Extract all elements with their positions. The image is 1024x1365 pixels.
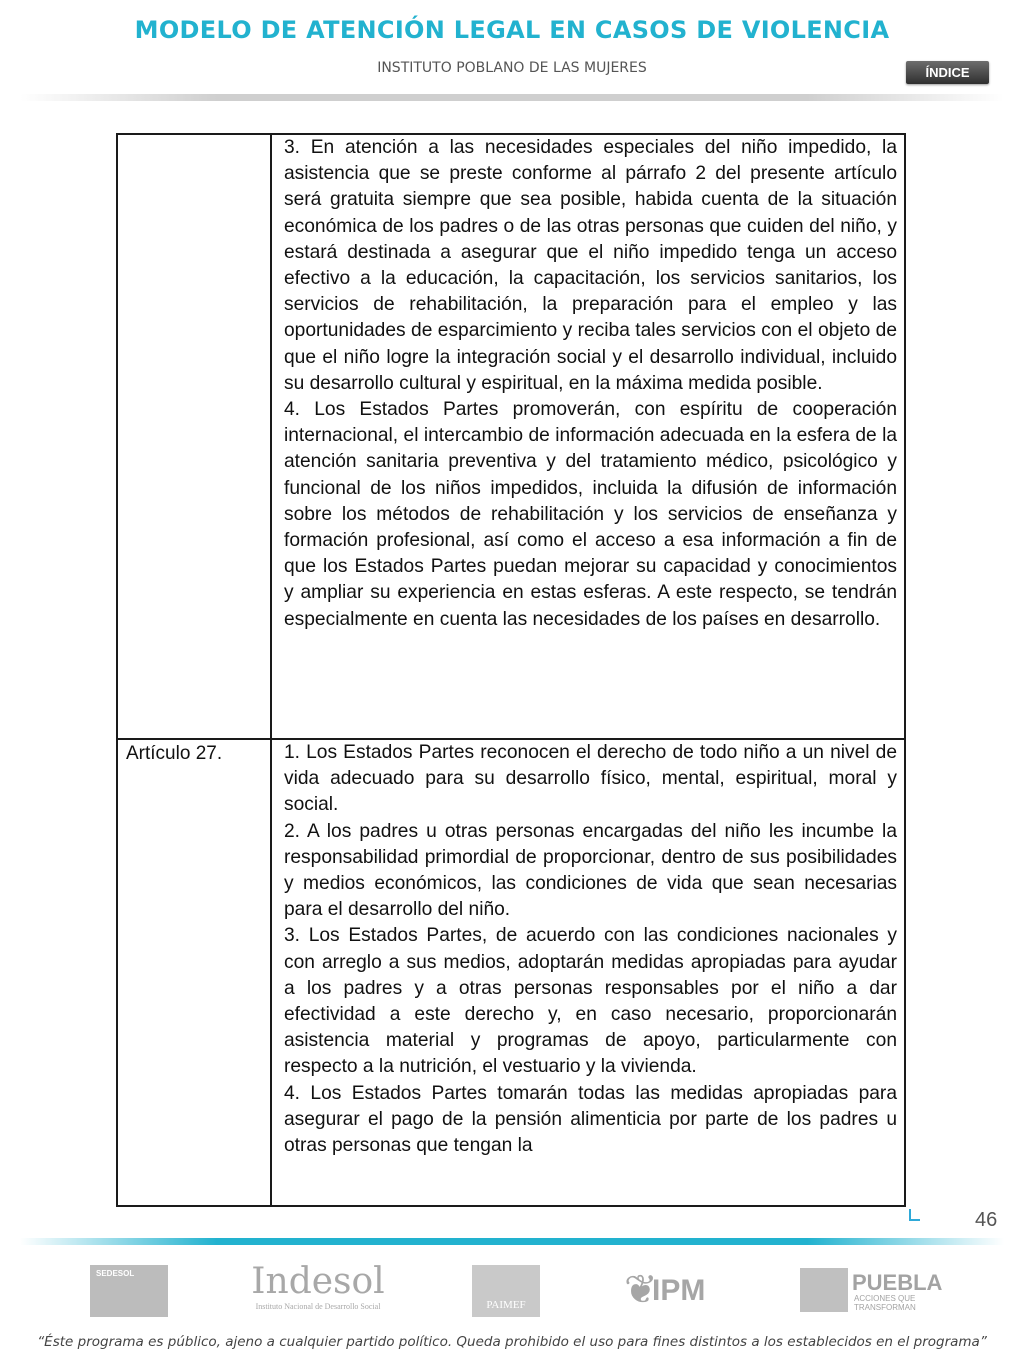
puebla-tagline: ACCIONES QUE TRANSFORMAN [854, 1294, 916, 1312]
institute-subtitle: INSTITUTO POBLANO DE LAS MUJERES [377, 60, 647, 76]
article-paragraph: 3. En atención a las necesidades especiales del niño impedido, la asistencia que se preste conforme al párrafo 2 del presente artículo será gratuita siempre que sea posible, habida cuenta de la situación económica de los padres o de las otras personas que cuiden del niño, y estará destinada a asegurar que el niño impedido tenga un acceso efectivo a la educación, la capacitación, los servicios sanitarios, los servicios de rehabilitación, la preparación para el empleo y las oportunidades de esparcimiento y reciba tales servicios con el objeto de que el niño logre la integración social y el desarrollo individual, incluido su desarrollo cultural y espiritual, en la máxima medida posible. [284, 137, 897, 394]
table-row [117, 739, 905, 1206]
sedesol-logo [90, 1265, 168, 1317]
paimef-logo [472, 1265, 540, 1317]
puebla-emblem-icon [800, 1268, 848, 1312]
sedesol-logo-text: SEDESOL [96, 1269, 135, 1278]
article-label: Artículo 27. [126, 743, 223, 764]
article-paragraph: 1. Los Estados Partes reconocen el derecho de todo niño a un nivel de vida adecuado para su desarrollo físico, mental, espiritual, moral y social. [284, 742, 897, 816]
document-title: MODELO DE ATENCIÓN LEGAL EN CASOS DE VIOLENCIA [134, 16, 890, 44]
indesol-logo-subtext: Instituto Nacional de Desarrollo Social [255, 1302, 381, 1311]
footer-disclaimer: “Éste programa es público, ajeno a cualquier partido político. Queda prohibido el uso para fines distintos a los establecidos en el programa” [37, 1334, 987, 1350]
corner-mark-icon [909, 1209, 920, 1221]
ipm-logo-text: IPM [652, 1274, 706, 1307]
article-paragraph: 2. A los padres u otras personas encargadas del niño les incumbe la responsabilidad primordial de proporcionar, dentro de sus posibilidades y medios económicos, las condiciones de vida que sean necesarias para el desarrollo del niño. [284, 820, 897, 921]
articles-table [116, 133, 906, 1207]
article-label-cell [117, 134, 271, 739]
article-text-cell [271, 134, 905, 739]
puebla-logo [800, 1268, 943, 1314]
article-label-cell [117, 739, 271, 1206]
article-label [118, 135, 270, 138]
article-paragraph: 4. Los Estados Partes promoverán, con espíritu de cooperación internacional, el intercambio de información adecuada en la esfera de la atención sanitaria preventiva y del tratamiento médico, psicológico y funcional de los niños impedidos, incluida la difusión de información sobre los métodos de rehabilitación y los servicios de enseñanza y formación profesional, así como el acceso a esa información a fin de que los Estados Partes puedan mejorar su capacidad y conocimientos y ampliar su experiencia en estas esferas. A este respecto, se tendrán especialmente en cuenta las necesidades de los países en desarrollo. [284, 399, 897, 630]
index-button[interactable]: ÍNDICE [906, 61, 989, 84]
indesol-logo-text: Indesol [251, 1261, 385, 1302]
paimef-logo-text: PAIMEF [486, 1299, 526, 1311]
page-number: 46 [975, 1209, 998, 1231]
header-divider [20, 94, 1004, 101]
table-row [117, 134, 905, 739]
article-text-cell [271, 739, 905, 1206]
article-paragraph: 3. Los Estados Partes, de acuerdo con las condiciones nacionales y con arreglo a sus medios, adoptarán medidas apropiadas para ayudar a los padres y a otras personas responsables por el niño a dar efectividad a este derecho y, en caso necesario, proporcionarán asistencia material y programas de apoyo, particularmente con respecto a la nutrición, el vestuario y la vivienda. [284, 925, 897, 1078]
indesol-logo [250, 1262, 386, 1316]
article-paragraph: 4. Los Estados Partes tomarán todas las medidas apropiadas para asegurar el pago de la pensión alimenticia por parte de los padres u otras personas que tengan la [284, 1082, 897, 1157]
puebla-logo-text: PUEBLA [852, 1270, 943, 1295]
ipm-logo [622, 1266, 716, 1318]
ipm-mark-icon: ❦ [624, 1268, 658, 1312]
footer-divider [20, 1238, 1004, 1245]
